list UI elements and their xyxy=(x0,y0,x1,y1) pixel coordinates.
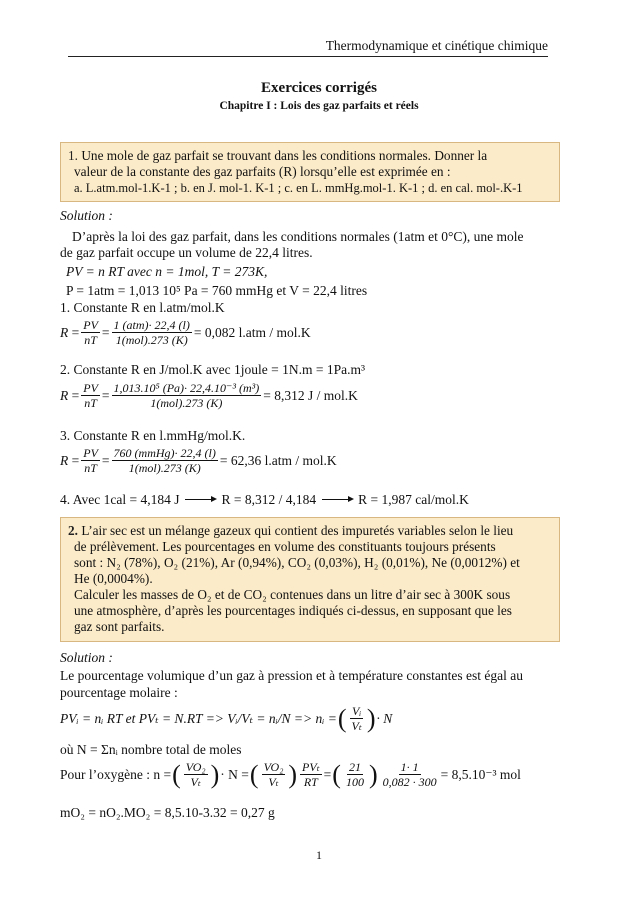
r-symbol: R xyxy=(60,324,69,340)
exercise-2-box xyxy=(60,517,560,642)
solution-2-relation: PVᵢ = nᵢ RT et PVₜ = N.RT => Vᵢ/Vₜ = nᵢ/N => nᵢ = ( Vᵢ Vₜ ) · N xyxy=(60,703,393,733)
equation-2-result: = 8,312 J / mol.K xyxy=(263,387,358,403)
equation-1: R = PV nT = 1 (atm)· 22,4 (l) 1(mol).273 (K) = 0,082 l.atm / mol.K xyxy=(60,318,311,347)
page-title: Exercices corrigés xyxy=(261,80,377,96)
solution-1-para-1: D’après la loi des gaz parfait, dans les conditions normales (1atm et 0°C), une mole xyxy=(72,229,524,244)
exercise-2-line-6: une atmosphère, d’après les pourcentages indiqués ci-dessus, en supposant que les xyxy=(74,603,512,618)
exercise-1-box xyxy=(60,142,560,202)
solution-1-label: Solution : xyxy=(60,208,113,223)
solution-2-label: Solution : xyxy=(60,650,113,665)
fraction-eq3: 760 (mmHg)· 22,4 (l) 1(mol).273 (K) xyxy=(113,446,216,475)
heading-constant-3: 3. Constante R en l.mmHg/mol.K. xyxy=(60,428,246,443)
exercise-2-line-4: He (0,0004%). xyxy=(74,571,153,586)
exercise-2-line-7: gaz sont parfaits. xyxy=(74,619,165,634)
solution-2-para-4: où N = Σnᵢ nombre total de moles xyxy=(60,742,242,757)
fraction-eq1: 1 (atm)· 22,4 (l) 1(mol).273 (K) xyxy=(113,318,190,347)
chapter-subtitle: Chapitre I : Lois des gaz parfaits et réels xyxy=(219,100,419,112)
equation-3: R = PV nT = 760 (mmHg)· 22,4 (l) 1(mol).273 (K) = 62,36 l.atm / mol.K xyxy=(60,446,337,475)
solution-1-para-2: de gaz parfait occupe un volume de 22,4 litres. xyxy=(60,245,313,260)
exercise-2-line-3: sont : N₂ (78%), O₂ (21%), Ar (0,94%), CO₂ (0,03%), H₂ (0,01%), Ne (0,0012%) et xyxy=(74,555,520,570)
exercise-2-number: 2. xyxy=(68,523,78,538)
fraction-pv-nt: PV nT xyxy=(83,318,98,347)
exercise-1-line-1: Une mole de gaz parfait se trouvant dans les conditions normales. Donner la xyxy=(81,148,488,163)
heading-constant-2: 2. Constante R en J/mol.K avec 1joule = 1N.m = 1Pa.m³ xyxy=(60,362,365,377)
oxygen-calculation: Pour l’oxygène : n = ( VO₂ Vₜ ) · N = ( VO₂ Vₜ ) PVₜ RT = ( 21 100 ) $\frac{1\cdot 1}{0,082 \cdot 300}$ = 8,5.10⁻³ mol xyxy=(60,759,521,789)
solution-2-para-2: pourcentage molaire : xyxy=(60,685,178,700)
running-header: Thermodynamique et cinétique chimique xyxy=(68,38,548,57)
exercise-1-number: 1. xyxy=(68,148,78,163)
fraction-eq2: 1,013.10⁵ (Pa)· 22,4.10⁻³ (m³) 1(mol).273 (K) xyxy=(113,381,260,410)
equation-3-result: = 62,36 l.atm / mol.K xyxy=(219,452,337,468)
heading-constant-4: 4. Avec 1cal = 4,184 J R = 8,312 / 4,184 R = 1,987 cal/mol.K xyxy=(60,492,469,507)
solution-1-para-3: PV = n RT avec n = 1mol, T = 273K, xyxy=(66,264,268,279)
oxygen-mass: mO₂ = nO₂.MO₂ = 8,5.10-3.32 = 0,27 g xyxy=(60,805,275,820)
exercise-2-line-2: de prélèvement. Les pourcentages en volume des constituants toujours présents xyxy=(74,539,496,554)
exercise-2-line-5: Calculer les masses de O₂ et de CO₂ contenues dans un litre d’air sec à 300K sous xyxy=(74,587,511,602)
equation-2: R = PV nT = 1,013.10⁵ (Pa)· 22,4.10⁻³ (m³) 1(mol).273 (K) = 8,312 J / mol.K xyxy=(60,381,358,410)
exercise-1-line-2: valeur de la constante des gaz parfaits (R) lorsqu’elle est exprimée en : xyxy=(74,164,451,179)
arrow-icon xyxy=(185,499,215,500)
heading-constant-1: 1. Constante R en l.atm/mol.K xyxy=(60,300,225,315)
page-number: 1 xyxy=(316,848,322,862)
solution-1-para-4: P = 1atm = 1,013 10⁵ Pa = 760 mmHg et V = 22,4 litres xyxy=(66,283,368,298)
exercise-1-line-3: a. L.atm.mol-1.K-1 ; b. en J. mol-1. K-1 ; c. en L. mmHg.mol-1. K-1 ; d. en cal. mol-.K-1 xyxy=(74,181,523,195)
equation-1-result: = 0,082 l.atm / mol.K xyxy=(193,324,311,340)
exercise-2-line-1: L’air sec est un mélange gazeux qui contient des impuretés variables selon le lieu xyxy=(81,523,514,538)
arrow-icon xyxy=(322,499,352,500)
solution-2-para-1: Le pourcentage volumique d’un gaz à pression et à température constantes est égal au xyxy=(60,668,523,683)
oxygen-result: = 8,5.10⁻³ mol xyxy=(440,766,521,782)
